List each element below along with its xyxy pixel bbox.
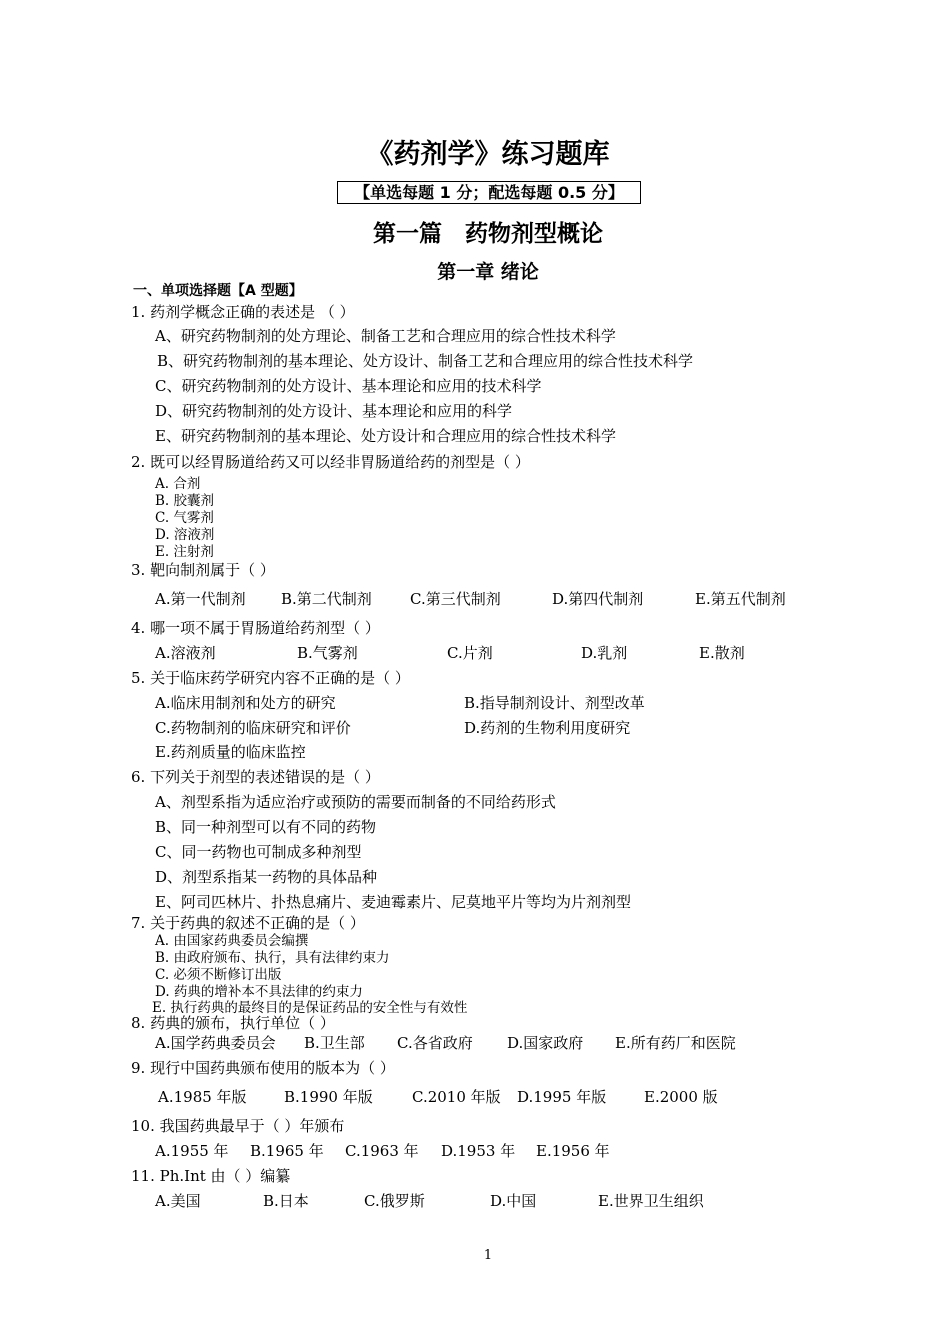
option: B.卫生部 [304,1034,365,1052]
option: B.1990 年版 [284,1088,373,1106]
option: D.药剂的生物利用度研究 [464,719,631,737]
page-number: 1 [483,1248,493,1263]
option: D、剂型系指某一药物的具体品种 [155,868,378,886]
option: C.各省政府 [397,1034,473,1052]
option: E. 执行药典的最终目的是保证药品的安全性与有效性 [152,1000,468,1016]
section-title: 一、单项选择题【A 型题】 [133,283,303,299]
option: B.指导制剂设计、剂型改革 [464,694,645,712]
option: B.气雾剂 [297,644,358,662]
option: C.片剂 [447,644,493,662]
option: E.药剂质量的临床监控 [155,743,306,761]
question-stem: 6. 下列关于剂型的表述错误的是（ ） [131,768,380,786]
option: E.第五代制剂 [695,590,786,608]
option: E.散剂 [699,644,745,662]
option: A.临床用制剂和处方的研究 [155,694,336,712]
option: B.第二代制剂 [281,590,372,608]
option: C. 气雾剂 [155,510,214,526]
option: B.日本 [263,1192,309,1210]
question-stem: 1. 药剂学概念正确的表述是 （ ） [131,303,355,321]
page-title: 《药剂学》练习题库 [366,139,610,170]
option: B.1965 年 [250,1142,324,1160]
option: C.第三代制剂 [410,590,501,608]
option: C.药物制剂的临床研究和评价 [155,719,351,737]
option: D.国家政府 [507,1034,584,1052]
option: A.1985 年版 [158,1088,247,1106]
option: E. 注射剂 [155,544,214,560]
option: A.溶液剂 [155,644,216,662]
option: E.世界卫生组织 [598,1192,704,1210]
option: D. 溶液剂 [155,527,215,543]
option: E.2000 版 [644,1088,718,1106]
option: A.1955 年 [155,1142,229,1160]
option: B、研究药物制剂的基本理论、处方设计、制备工艺和合理应用的综合性技术科学 [157,352,694,370]
option: A.第一代制剂 [155,590,246,608]
option: E.1956 年 [536,1142,610,1160]
option: D.乳剂 [581,644,628,662]
question-stem: 10. 我国药典最早于（ ）年颁布 [131,1117,345,1135]
option: A.国学药典委员会 [155,1034,276,1052]
option: E.所有药厂和医院 [615,1034,736,1052]
option: D.1995 年版 [517,1088,607,1106]
question-stem: 2. 既可以经胃肠道给药又可以经非胃肠道给药的剂型是（ ） [131,453,530,471]
option: D.1953 年 [441,1142,516,1160]
chapter-title: 第一章 绪论 [437,261,539,283]
question-stem: 9. 现行中国药典颁布使用的版本为（ ） [131,1059,395,1077]
option: D、研究药物制剂的处方设计、基本理论和应用的科学 [155,402,513,420]
option: A、剂型系指为适应治疗或预防的需要而制备的不同给药形式 [155,793,556,811]
option: A、研究药物制剂的处方理论、制备工艺和合理应用的综合性技术科学 [155,327,616,345]
question-stem: 3. 靶向制剂属于（ ） [131,561,275,579]
option: C.1963 年 [345,1142,419,1160]
part-title: 第一篇 药物剂型概论 [373,221,603,247]
option: A. 合剂 [155,476,201,492]
option: C、同一药物也可制成多种剂型 [155,843,362,861]
option: A.美国 [155,1192,201,1210]
option: D.中国 [490,1192,537,1210]
question-stem: 11. Ph.Int 由（ ）编纂 [131,1167,291,1185]
option: C. 必须不断修订出版 [155,967,282,983]
question-stem: 4. 哪一项不属于胃肠道给药剂型（ ） [131,619,380,637]
question-stem: 8. 药典的颁布，执行单位（ ） [131,1014,335,1032]
option: D.第四代制剂 [552,590,644,608]
question-stem: 5. 关于临床药学研究内容不正确的是（ ） [131,669,410,687]
option: D. 药典的增补本不具法律的约束力 [155,984,363,1000]
option: A. 由国家药典委员会编撰 [155,933,309,949]
question-stem: 7. 关于药典的叙述不正确的是（ ） [131,914,365,932]
option: E、阿司匹林片、扑热息痛片、麦迪霉素片、尼莫地平片等均为片剂剂型 [155,893,631,911]
option: C、研究药物制剂的处方设计、基本理论和应用的技术科学 [155,377,542,395]
option: B. 由政府颁布、执行，具有法律约束力 [155,950,390,966]
option: C.俄罗斯 [364,1192,425,1210]
score-rule-box: 【单选每题 1 分；配选每题 0.5 分】 [337,181,641,204]
option: C.2010 年版 [412,1088,501,1106]
option: B、同一种剂型可以有不同的药物 [155,818,377,836]
option: B. 胶囊剂 [155,493,215,509]
option: E、研究药物制剂的基本理论、处方设计和合理应用的综合性技术科学 [155,427,616,445]
